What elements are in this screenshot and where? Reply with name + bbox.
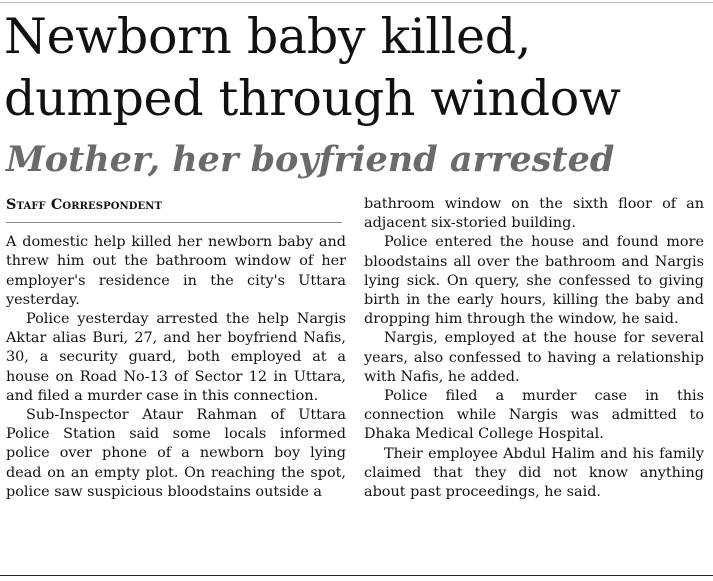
article-column-right — [364, 195, 704, 502]
article-column-left — [6, 195, 346, 502]
paragraph: Police entered the house and found more bloodstains all over the bathroom and Nargis lying sick. On query, she confessed to giving birth in the early hours, killing the baby and dropping him through the window, he said. — [364, 234, 704, 328]
paragraph: A domestic help killed her newborn baby and threw him out the bathroom window of her employer's residence in the city's Uttara yesterday. — [6, 234, 346, 308]
paragraph: bathroom window on the sixth floor of an adjacent six-storied building. — [364, 196, 704, 232]
paragraph: Police yesterday arrested the help Nargis Aktar alias Buri, 27, and her boyfriend Nafis, 30, a security guard, both employed at a house on Road No-13 of Sector 12 in Uttara, and filed a murder case in this connection. — [6, 311, 346, 404]
paragraph: Police filed a murder case in this connection while Nargis was admitted to Dhaka Medical College Hospital. — [364, 388, 704, 443]
byline: Staff Correspondent — [6, 196, 163, 213]
paragraph: Sub-Inspector Ataur Rahman of Uttara Police Station said some locals informed police over phone of a newborn boy lying dead on an empty plot. On reaching the spot, police saw suspicious bloodstains outside a — [6, 407, 346, 500]
paragraph: Nargis, employed at the house for several years, also confessed to having a relationship with Nafis, he added. — [364, 330, 704, 385]
bottom-rule — [0, 575, 713, 576]
headline: Newborn baby killed, dumped through window — [4, 8, 621, 127]
byline-rule — [6, 222, 342, 223]
paragraph: Their employee Abdul Halim and his family claimed that they did not know anything about past proceedings, he said. — [364, 445, 704, 501]
subheadline: Mother, her boyfriend arrested — [6, 139, 615, 180]
top-rule — [0, 2, 713, 3]
